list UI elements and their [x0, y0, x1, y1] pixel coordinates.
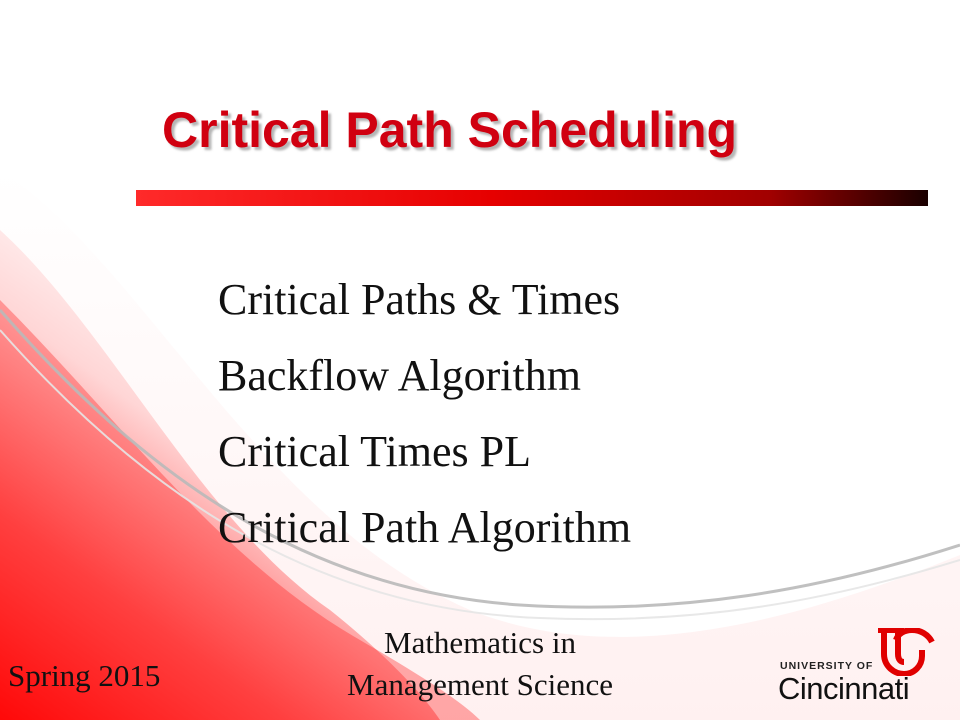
- university-logo: [776, 626, 948, 710]
- logo-cincinnati: Cincinnati: [778, 671, 910, 706]
- logo-university-of: UNIVERSITY OF: [780, 660, 874, 672]
- topic-item: Critical Times PL: [218, 427, 531, 476]
- title-underline: [136, 190, 928, 206]
- term-label: Spring 2015: [8, 658, 161, 693]
- course-name-line1: Mathematics in: [384, 625, 576, 660]
- topic-item: Backflow Algorithm: [218, 351, 581, 400]
- topic-item: Critical Path Algorithm: [218, 503, 632, 552]
- slide-title: Critical Path Scheduling: [162, 102, 738, 158]
- topic-list: [218, 262, 918, 566]
- topic-item: Critical Paths & Times: [218, 275, 621, 324]
- course-name: [280, 622, 680, 706]
- course-name-line2: Management Science: [347, 667, 613, 702]
- uc-logo-icon: [876, 628, 936, 676]
